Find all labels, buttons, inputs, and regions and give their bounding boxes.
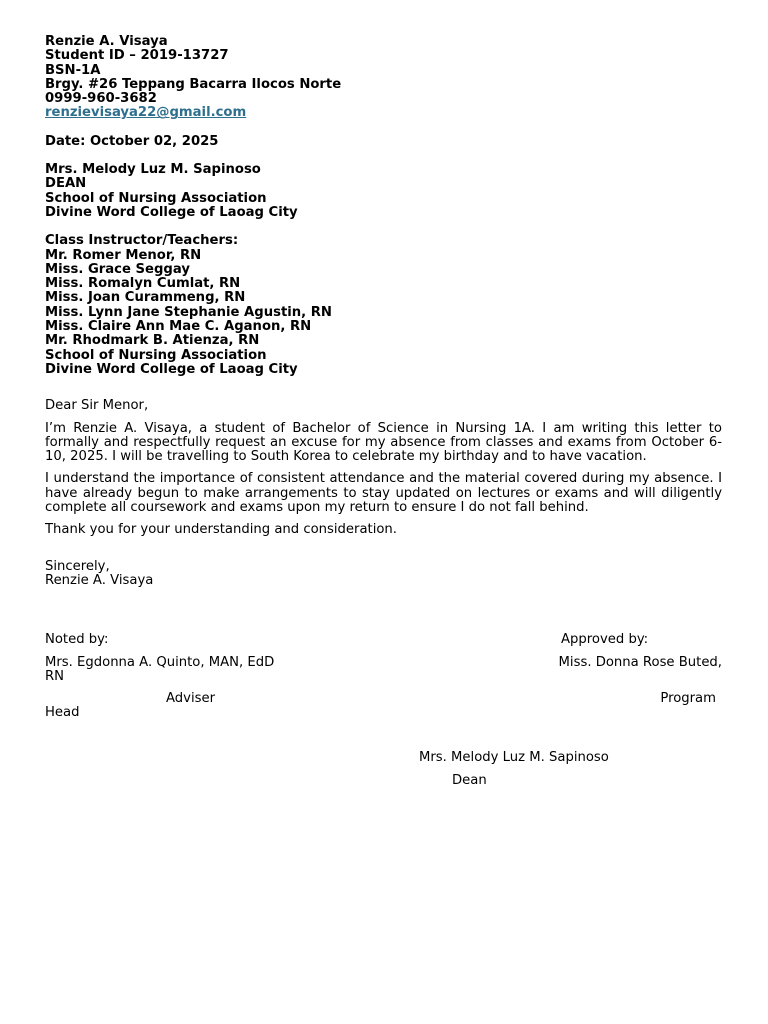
dean-signatory-name: Mrs. Melody Luz M. Sapinoso (419, 750, 609, 765)
instructor-name: Miss. Grace Seggay (45, 261, 190, 277)
approved-by-label: Approved by: (561, 632, 649, 647)
sender-email-link[interactable]: renzievisaya22@gmail.com (45, 105, 247, 121)
instructors-block (45, 234, 722, 377)
sender-section: BSN-1A (45, 62, 101, 78)
dean-title: DEAN (45, 176, 87, 192)
instructor-name: Mr. Rhodmark B. Atienza, RN (45, 333, 260, 349)
sender-address: Brgy. #26 Teppang Bacarra Ilocos Norte (45, 76, 342, 92)
noted-name: Mrs. Egdonna A. Quinto, MAN, EdD (45, 655, 275, 670)
approved-name: Miss. Donna Rose Buted, (558, 655, 722, 670)
dean-name: Mrs. Melody Luz M. Sapinoso (45, 162, 261, 178)
sender-name: Renzie A. Visaya (45, 34, 168, 49)
instructor-name: Mr. Romer Menor, RN (45, 247, 202, 263)
approved-role-suffix: Head (45, 705, 80, 720)
body-paragraph: Thank you for your understanding and consideration. (45, 522, 397, 538)
instructor-name: Miss. Joan Curammeng, RN (45, 290, 246, 306)
approved-role: Program (660, 691, 716, 706)
closing-phrase: Sincerely, (45, 558, 110, 574)
letter-date: Date: October 02, 2025 (45, 133, 219, 149)
salutation: Dear Sir Menor, (45, 398, 149, 414)
letter-content (45, 35, 722, 588)
dean-signatory-role: Dean (452, 773, 487, 788)
body-paragraph: I understand the importance of consistent attendance and the material covered during my absence. I have already begun to make arrangements to stay updated on lectures or exams and will diligently complete all coursework and exams upon my return to ensure I do not fall behind. (45, 471, 722, 516)
sender-student-id: Student ID – 2019-13727 (45, 48, 229, 64)
instructors-heading: Class Instructor/Teachers: (45, 233, 239, 249)
dean-org: School of Nursing Association (45, 190, 267, 206)
noted-by-label: Noted by: (45, 632, 109, 647)
sender-block (45, 35, 722, 121)
instructor-name: Miss. Romalyn Cumlat, RN (45, 276, 241, 292)
body-paragraph: I’m Renzie A. Visaya, a student of Bachelor of Science in Nursing 1A. I am writing this letter to formally and respectfully request an excuse for my absence from classes and exams from October 6-10, 2025. I will be travelling to South Korea to celebrate my birthday and to have vacation. (45, 420, 722, 465)
dean-school: Divine Word College of Laoag City (45, 204, 298, 220)
instructor-name: Miss. Claire Ann Mae C. Aganon, RN (45, 319, 312, 335)
noted-name-suffix: RN (45, 669, 65, 684)
sender-phone: 0999-960-3682 (45, 91, 157, 107)
noted-role: Adviser (166, 691, 216, 706)
instructors-org: School of Nursing Association (45, 347, 267, 363)
instructors-school: Divine Word College of Laoag City (45, 361, 298, 377)
dean-recipient-block (45, 163, 722, 220)
closing-name: Renzie A. Visaya (45, 572, 154, 588)
instructor-name: Miss. Lynn Jane Stephanie Agustin, RN (45, 304, 332, 320)
